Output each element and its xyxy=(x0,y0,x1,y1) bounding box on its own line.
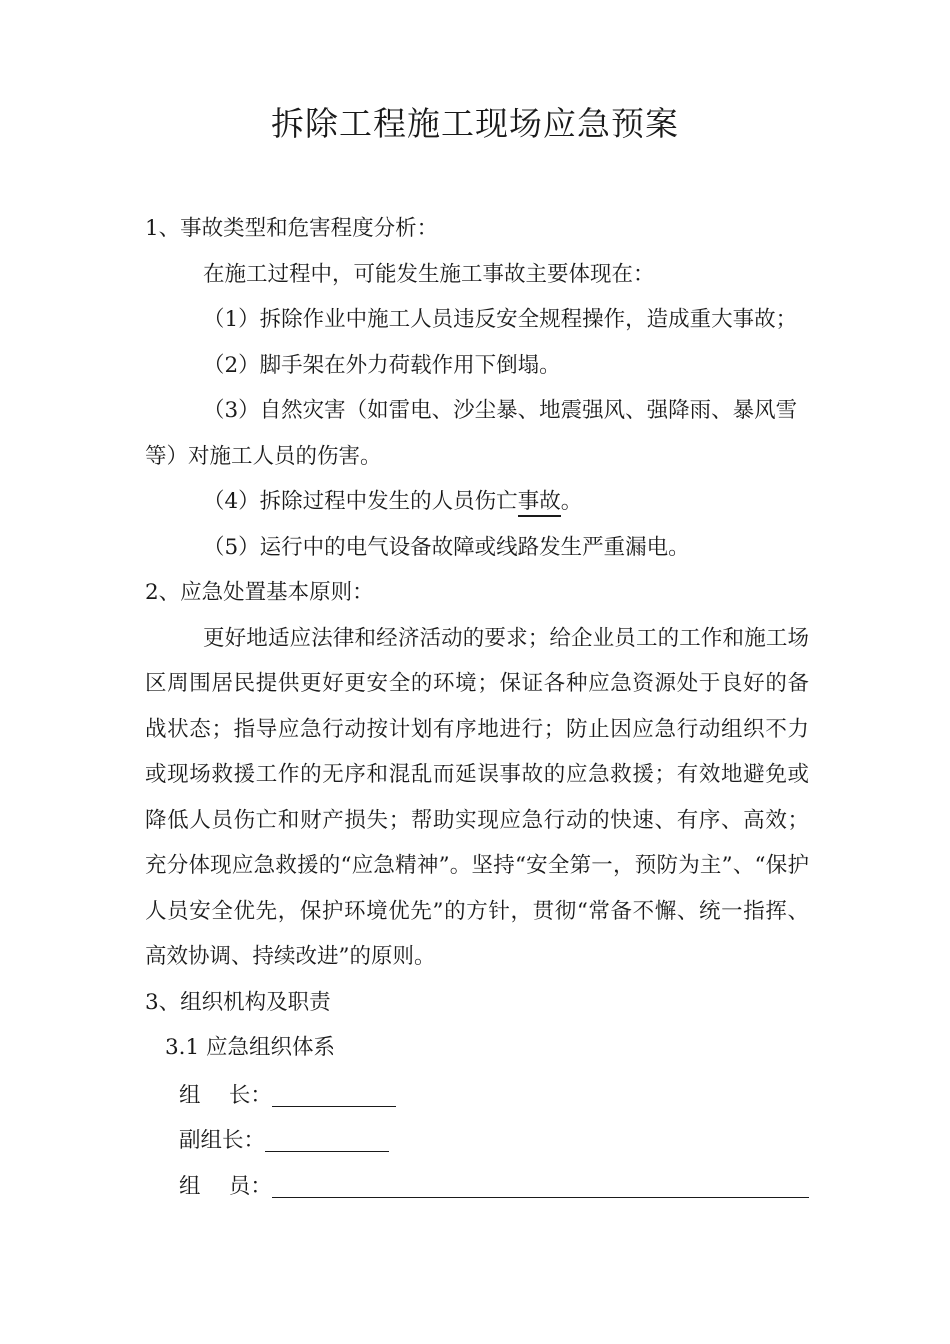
section-1-item-4-underlined: 事故 xyxy=(518,489,561,517)
section-1-item-4-prefix: （4）拆除过程中发生的人员伤亡 xyxy=(203,489,518,514)
section-1-item-2: （2）脚手架在外力荷载作用下倒塌。 xyxy=(203,352,561,378)
section-3-heading: 3、组织机构及职责 xyxy=(145,989,331,1015)
deputy-leader-field-row xyxy=(145,1116,809,1162)
leader-field-row xyxy=(145,1071,809,1117)
section-1-item-1: （1）拆除作业中施工人员违反安全规程操作，造成重大事故； xyxy=(203,307,798,332)
document-title: 拆除工程施工现场应急预案 xyxy=(271,104,679,143)
document-body xyxy=(145,206,809,1207)
member-field-blank[interactable] xyxy=(272,1197,809,1198)
section-1-item-4-suffix: 。 xyxy=(560,489,583,514)
leader-field-blank[interactable] xyxy=(272,1106,396,1107)
deputy-leader-field-label: 副组长： xyxy=(179,1128,266,1154)
section-3-1-heading: 3.1 应急组织体系 xyxy=(165,1035,336,1060)
section-1-intro: 在施工过程中，可能发生施工事故主要体现在： xyxy=(203,261,655,287)
section-2-heading: 2、应急处置基本原则： xyxy=(145,580,374,605)
section-1-heading: 1、事故类型和危害程度分析： xyxy=(145,216,439,241)
leader-field-label: 组 长： xyxy=(179,1082,272,1108)
section-2-paragraph: 更好地适应法律和经济活动的要求；给企业员工的工作和施工场区周围居民提供更好更安全的环境；保证各种应急资源处于良好的备战状态；指导应急行动按计划有序地进行；防止因应急行动组织不力或现场救援工作的无序和混乱而延误事故的应急救援；有效地避免或降低人员伤亡和财产损失；帮助实现应急行动的快速、有序、高效；充分体现应急救援的“应急精神”。坚持“安全第一，预防为主”、“保护人员安全优先，保护环境优先”的方针，贯彻“常备不懈、统一指挥、高效协调、持续改进”的原则。 xyxy=(145,625,809,969)
section-1-item-5: （5）运行中的电气设备故障或线路发生严重漏电。 xyxy=(203,534,690,560)
section-1-item-3-line-2: 等）对施工人员的伤害。 xyxy=(145,443,382,469)
member-field-row xyxy=(145,1162,809,1208)
section-1-item-3-line-1: （3）自然灾害（如雷电、沙尘暴、地震强风、强降雨、暴风雪 xyxy=(203,398,798,423)
member-field-label: 组 员： xyxy=(179,1173,272,1199)
section-1-item-4 xyxy=(145,479,809,525)
deputy-leader-field-blank[interactable] xyxy=(265,1151,389,1152)
